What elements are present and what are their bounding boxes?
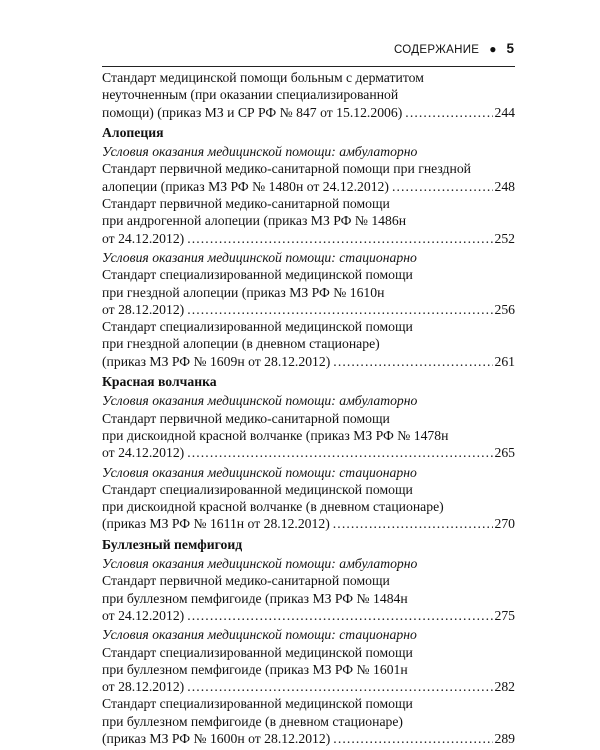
toc-entry-line: при андрогенной алопеции (приказ МЗ РФ № 1486н: [102, 213, 407, 229]
toc-entry-line: при буллезном пемфигоиде (в дневном стационаре): [102, 713, 403, 729]
toc-page-number: 244: [494, 104, 515, 120]
toc-entry-last-line: [102, 515, 515, 532]
dot-leader: [333, 730, 493, 747]
toc-entry-last-line: [102, 301, 515, 318]
toc-entry-line: при буллезном пемфигоиде (приказ МЗ РФ № 1484н: [102, 590, 408, 606]
care-conditions-subheading: Условия оказания медицинской помощи: амбулаторно: [102, 556, 418, 572]
toc-entry-line: от 24.12.2012): [102, 445, 185, 461]
toc-entry-line: от 24.12.2012): [102, 607, 185, 623]
toc-page-number: 282: [494, 679, 515, 695]
dot-leader: [333, 515, 494, 532]
toc-entry-line: алопеции (приказ МЗ РФ № 1480н от 24.12.2012): [102, 178, 389, 194]
care-conditions-subheading: Условия оказания медицинской помощи: амбулаторно: [102, 144, 418, 160]
toc-entry-line: Стандарт специализированной медицинской помощи: [102, 319, 413, 335]
dot-leader: [333, 353, 493, 370]
toc-entry-line: (приказ МЗ РФ № 1609н от 28.12.2012): [102, 353, 331, 369]
toc-page-number: 275: [494, 607, 515, 623]
toc-entry[interactable]: [102, 644, 515, 696]
dot-leader: [187, 301, 493, 318]
toc-entry-line: помощи) (приказ МЗ и СР РФ № 847 от 15.12.2006): [102, 104, 403, 120]
toc-entry-line: Стандарт специализированной медицинской помощи: [102, 481, 413, 497]
header-page-number: 5: [506, 41, 514, 56]
toc-entry[interactable]: [102, 160, 515, 195]
care-conditions-subheading: Условия оказания медицинской помощи: амбулаторно: [102, 393, 418, 409]
dot-leader: [392, 178, 494, 195]
toc-entry[interactable]: [102, 695, 515, 747]
toc-entry-last-line: [102, 607, 515, 624]
toc-entry-line: (приказ МЗ РФ № 1600н от 28.12.2012): [102, 730, 331, 746]
toc-entry-line: при буллезном пемфигоиде (приказ МЗ РФ № 1601н: [102, 661, 408, 677]
toc-page-number: 289: [494, 730, 515, 746]
toc-entry-line: Стандарт первичной медико-санитарной помощи: [102, 410, 390, 426]
toc-page-number: 248: [494, 178, 515, 194]
toc-entry-line: Стандарт специализированной медицинской помощи: [102, 644, 413, 660]
toc-entry-line: Стандарт медицинской помощи больным с дерматитом: [102, 70, 424, 85]
toc-entry-line: Стандарт первичной медико-санитарной помощи: [102, 196, 390, 212]
dot-leader: [187, 444, 493, 461]
toc-entry-line: Стандарт специализированной медицинской помощи: [102, 696, 413, 712]
header-rule: [102, 66, 515, 67]
toc-entry[interactable]: [102, 410, 515, 462]
section-heading: Алопеция: [102, 124, 164, 140]
toc-page-number: 261: [494, 353, 515, 369]
toc-page-number: 270: [494, 516, 515, 532]
toc-entry[interactable]: [102, 69, 515, 121]
running-header: [102, 41, 514, 65]
dot-leader: [405, 104, 493, 121]
toc-entry[interactable]: [102, 318, 515, 370]
toc-page-number: 256: [494, 301, 515, 317]
toc-entry-last-line: [102, 104, 515, 121]
toc-entry[interactable]: [102, 266, 515, 318]
toc-entry[interactable]: [102, 481, 515, 533]
toc-entry-line: Стандарт первичной медико-санитарной помощи: [102, 573, 390, 589]
toc-page-number: 265: [494, 445, 515, 461]
dot-leader: [187, 607, 493, 624]
section-heading: Красная волчанка: [102, 374, 217, 390]
toc-entry-last-line: [102, 178, 515, 195]
toc-entry-line: (приказ МЗ РФ № 1611н от 28.12.2012): [102, 516, 330, 532]
toc-entry-last-line: [102, 353, 515, 370]
table-of-contents: [102, 69, 515, 747]
toc-entry-last-line: [102, 230, 515, 247]
toc-entry-line: неуточненным (при оказании специализированной: [102, 87, 399, 103]
toc-entry-last-line: [102, 444, 515, 461]
toc-entry-line: при дискоидной красной волчанке (в дневном стационаре): [102, 499, 444, 515]
bullet-icon: ●: [489, 42, 497, 56]
toc-entry-last-line: [102, 678, 515, 695]
toc-entry-line: при гнездной алопеции (приказ МЗ РФ № 1610н: [102, 284, 385, 300]
toc-page-number: 252: [494, 230, 515, 246]
care-conditions-subheading: Условия оказания медицинской помощи: стационарно: [102, 627, 417, 643]
toc-entry[interactable]: [102, 572, 515, 624]
section-heading: Буллезный пемфигоид: [102, 536, 243, 552]
dot-leader: [187, 230, 493, 247]
care-conditions-subheading: Условия оказания медицинской помощи: стационарно: [102, 249, 417, 265]
toc-entry-line: Стандарт первичной медико-санитарной помощи при гнездной: [102, 161, 472, 177]
toc-entry-line: от 24.12.2012): [102, 230, 185, 246]
toc-entry-last-line: [102, 730, 515, 747]
toc-entry[interactable]: [102, 195, 515, 247]
toc-entry-line: при гнездной алопеции (в дневном стационаре): [102, 336, 380, 352]
toc-entry-line: от 28.12.2012): [102, 679, 185, 695]
care-conditions-subheading: Условия оказания медицинской помощи: стационарно: [102, 464, 417, 480]
toc-entry-line: при дискоидной красной волчанке (приказ МЗ РФ № 1478н: [102, 427, 449, 443]
toc-entry-line: Стандарт специализированной медицинской помощи: [102, 267, 413, 283]
dot-leader: [187, 678, 493, 695]
toc-entry-line: от 28.12.2012): [102, 301, 185, 317]
header-section-title: СОДЕРЖАНИЕ: [393, 44, 480, 56]
